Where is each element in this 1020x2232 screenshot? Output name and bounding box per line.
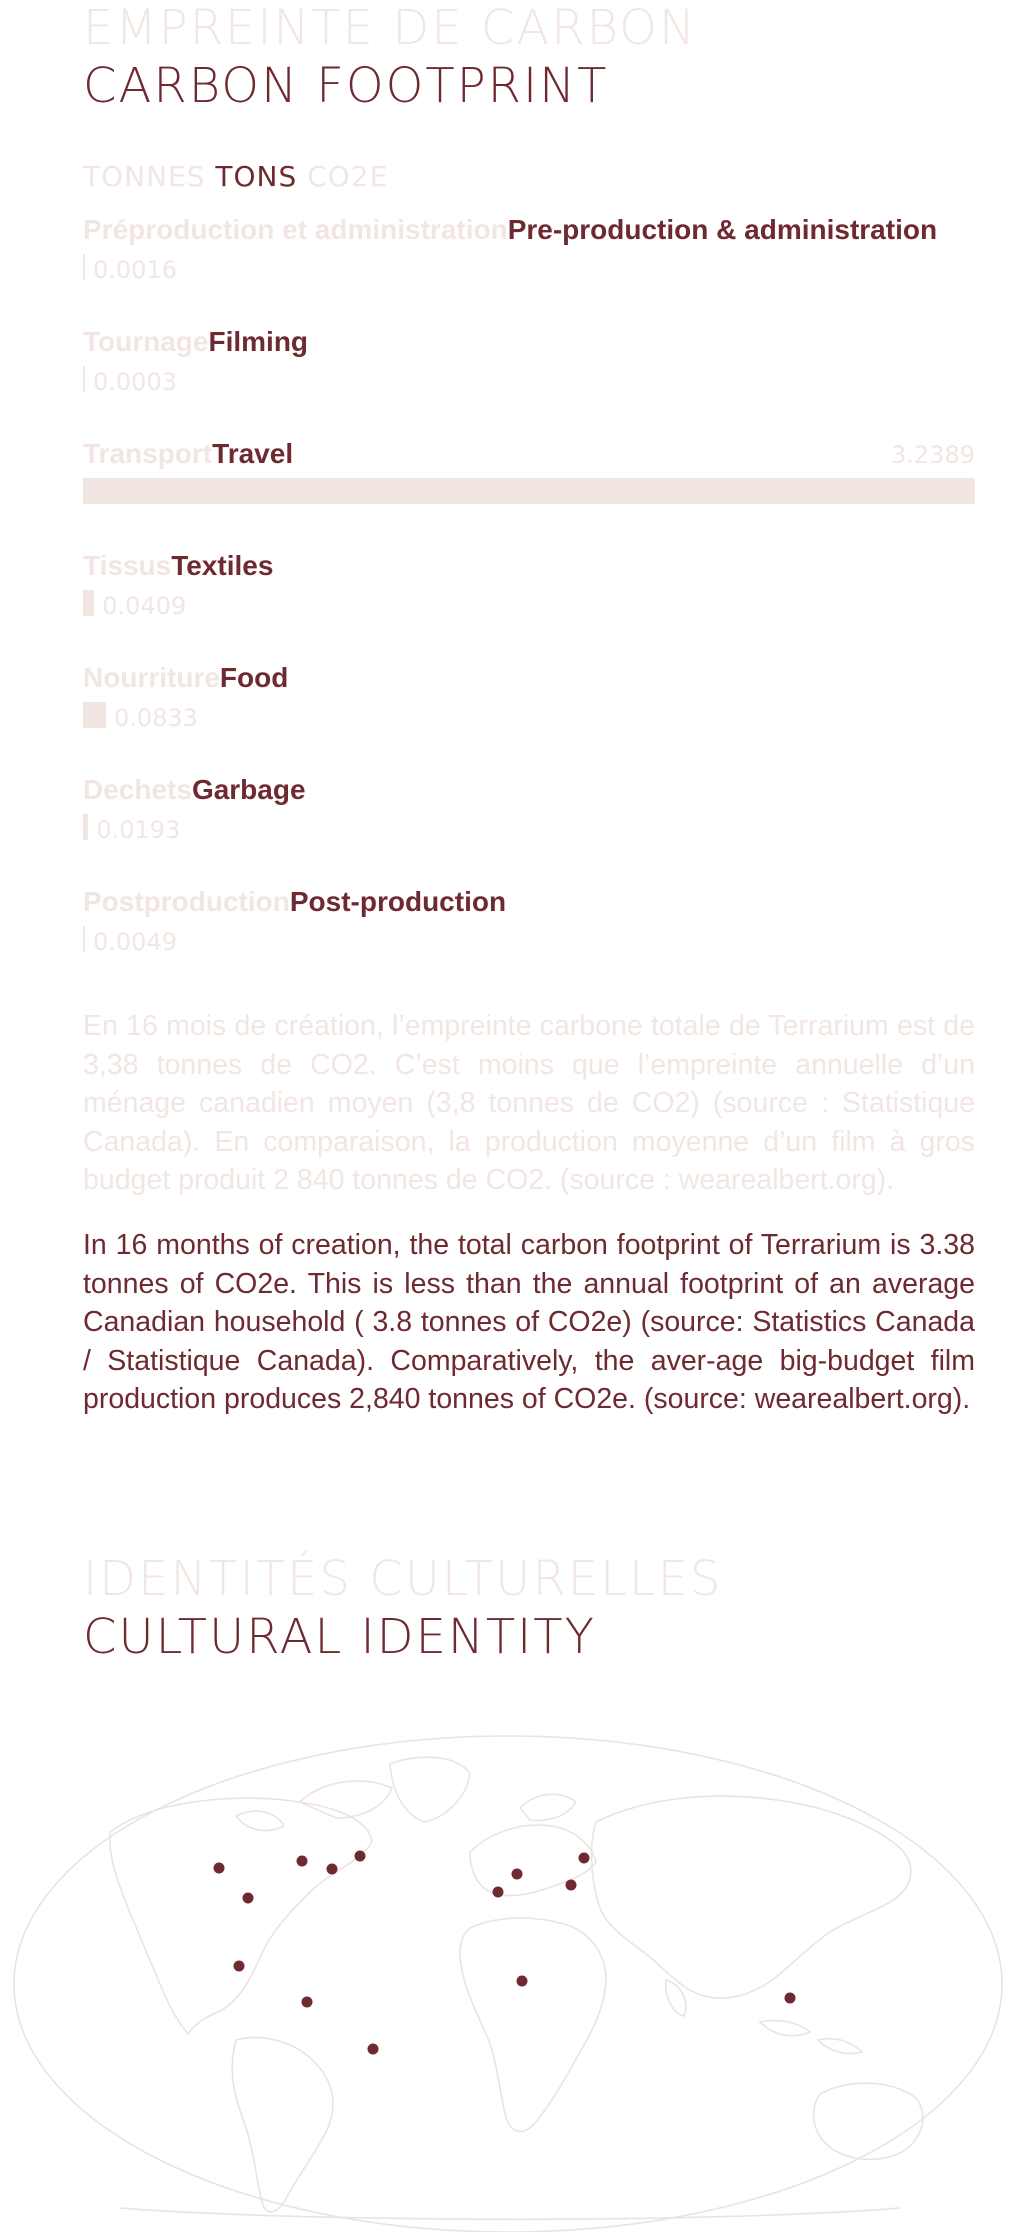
category-label-en: Garbage <box>191 774 306 805</box>
category-label-en: Travel <box>212 438 294 469</box>
category-bar <box>83 366 85 392</box>
category-label <box>83 440 293 468</box>
category-label <box>83 328 308 356</box>
category-value: 0.0016 <box>93 256 177 284</box>
units-en: TONS <box>215 160 298 193</box>
category-value: 3.2389 <box>891 441 975 469</box>
location-marker <box>368 2044 379 2055</box>
location-marker <box>243 1893 254 1904</box>
location-marker <box>214 1863 225 1874</box>
category-label-fr: Tissus <box>83 550 172 581</box>
cultural-title-fr: IDENTITÉS CULTURELLES <box>83 1551 723 1607</box>
category-label-en: Filming <box>208 326 309 357</box>
category-bar <box>83 254 85 280</box>
world-map <box>0 1722 1020 2232</box>
category-label <box>83 552 273 580</box>
summary-paragraph-fr: En 16 mois de création, l’empreinte carbone totale de Terrarium est de 3,38 tonnes de CO2. C’est moins que l’empreinte annuelle d’un ménage canadien moyen (3,8 tonnes de CO2) (source : Statistique Canada). En comparaison, la production moyenne d’un film à gros budget produit 2 840 tonnes de CO2. (source : wearealbert.org). <box>83 1010 975 1197</box>
category-label <box>83 888 506 916</box>
location-marker <box>517 1976 528 1987</box>
location-marker <box>327 1864 338 1875</box>
category-label-fr: Transport <box>83 438 213 469</box>
category-value: 0.0049 <box>93 928 177 956</box>
location-marker <box>579 1853 590 1864</box>
summary-paragraph-en: In 16 months of creation, the total carbon footprint of Terrarium is 3.38 tonnes of CO2e. This is less than the annual footprint of an average Canadian household ( 3.8 tonnes of CO2e) (source: Statistics Canada / Statistique Canada). Comparatively, the aver-age big-budget film production produces 2,840 tonnes of CO2e. (source: wearealbert.org). <box>83 1229 975 1416</box>
category-bar <box>83 926 85 952</box>
category-label-en: Food <box>219 662 289 693</box>
category-label-fr: Nourriture <box>83 662 220 693</box>
category-label <box>83 776 306 804</box>
cultural-title-en: CULTURAL IDENTITY <box>83 1609 596 1665</box>
category-label-en: Post-production <box>289 886 507 917</box>
carbon-title-fr: EMPREINTE DE CARBON <box>83 0 697 56</box>
location-marker <box>493 1887 504 1898</box>
category-value: 0.0003 <box>93 368 177 396</box>
category-label <box>83 664 288 692</box>
location-marker <box>234 1961 245 1972</box>
units-fr-prefix: TONNES <box>83 160 206 193</box>
location-marker <box>566 1880 577 1891</box>
location-marker <box>302 1997 313 2008</box>
location-marker <box>512 1869 523 1880</box>
category-bar <box>83 814 88 840</box>
location-marker <box>785 1993 796 2004</box>
location-marker <box>297 1856 308 1867</box>
world-map-outline <box>14 1736 1002 2232</box>
units-fr-suffix: CO2E <box>307 160 389 193</box>
location-markers <box>214 1851 796 2055</box>
category-bar <box>83 590 94 616</box>
carbon-title-en: CARBON FOOTPRINT <box>83 58 609 114</box>
category-label-en: Pre-production & administration <box>507 214 938 245</box>
category-label-en: Textiles <box>171 550 274 581</box>
category-value: 0.0193 <box>96 816 181 844</box>
category-label-fr: Dechets <box>83 774 192 805</box>
category-label-fr: Préproduction et administration <box>83 214 508 245</box>
category-value: 0.0833 <box>113 704 198 732</box>
category-label <box>83 216 937 244</box>
units-label <box>83 160 389 193</box>
category-bar <box>83 702 106 728</box>
category-label-fr: Tournage <box>83 326 209 357</box>
category-bar <box>83 478 975 504</box>
location-marker <box>355 1851 366 1862</box>
category-label-fr: Postproduction <box>83 886 290 917</box>
category-value: 0.0409 <box>102 592 187 620</box>
